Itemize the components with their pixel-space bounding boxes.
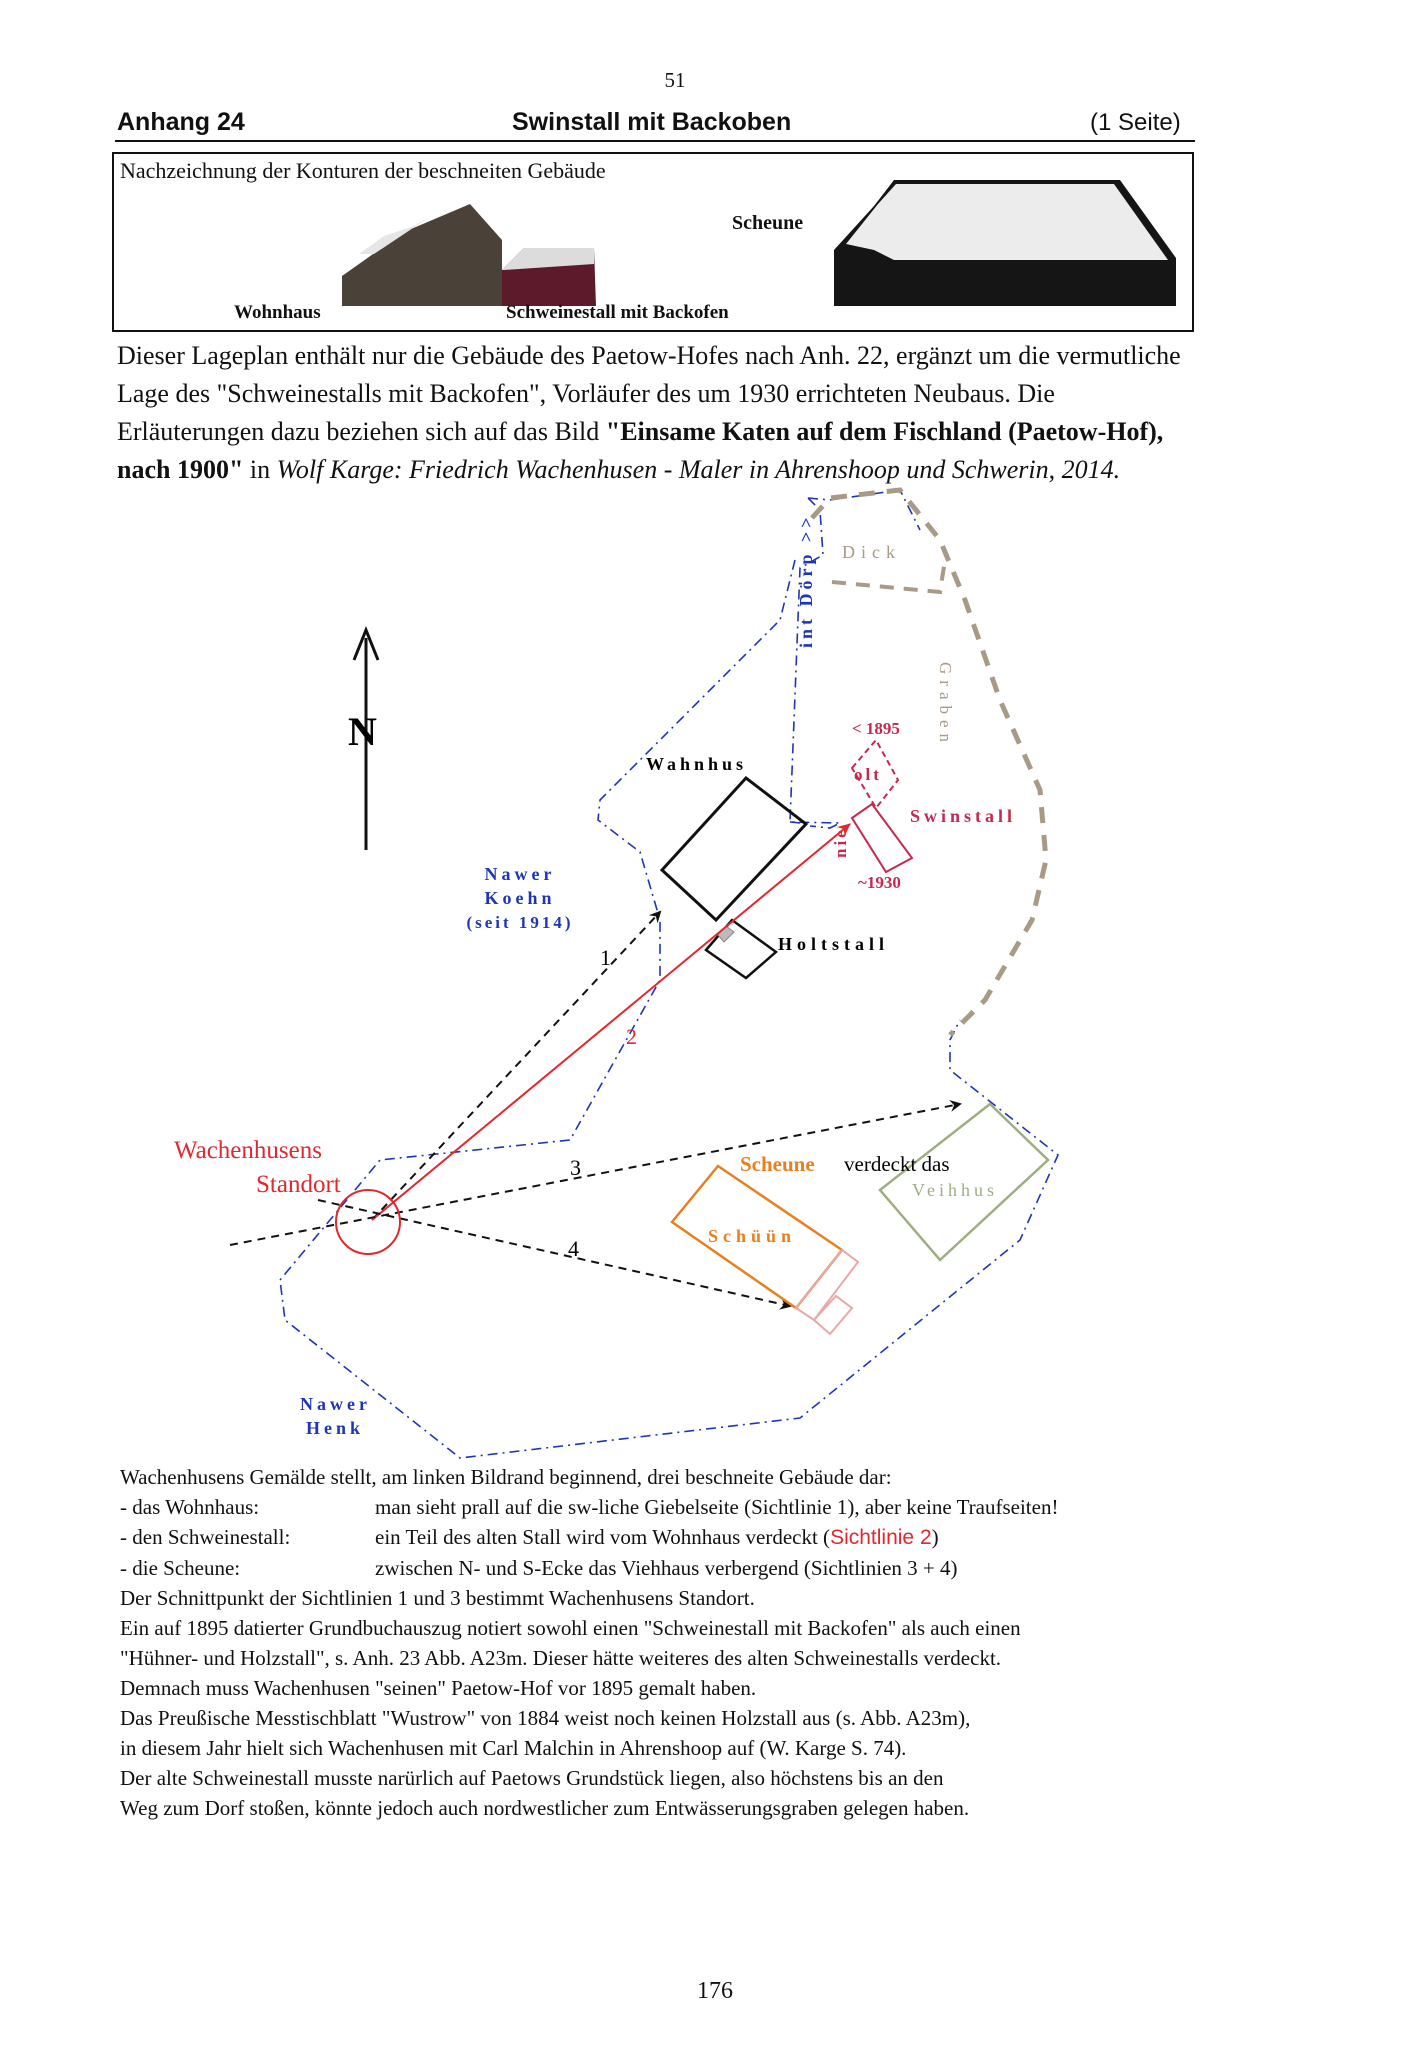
nawer-koehn-3: (seit 1914) [466,913,574,932]
veihhus-label: Veihhus [912,1180,998,1200]
page-number-bottom: 176 [697,1978,733,2004]
notes-line: in diesem Jahr hielt sich Wachenhusen mit Carl Malchin in Ahrenshoop auf (W. Karge S. 74). [120,1736,907,1760]
verdeckt-das-label: verdeckt das [844,1152,950,1176]
int-doerp-label: int Dörp >> [796,513,816,648]
nie-label: nie [831,827,850,858]
label-wohnhaus: Wohnhaus [234,302,321,323]
explanation-notes [120,1462,1230,1823]
notes-line: Demnach muss Wachenhusen "seinen" Paetow-Hof vor 1895 gemalt haben. [120,1676,757,1700]
note-row-wohnhaus: - das Wohnhaus: man sieht prall auf die sw-liche Giebelseite (Sichtlinie 1), aber keine Traufseiten! [120,1495,1059,1519]
notes-line: Weg zum Dorf stoßen, könnte jedoch auch nordwestlicher zum Entwässerungsgraben gelegen haben. [120,1796,970,1820]
notes-line: Das Preußische Messtischblatt "Wustrow" von 1884 weist noch keinen Holzstall aus (s. Abb. A23m), [120,1706,971,1730]
schuuen-annex [796,1250,858,1320]
wahnhus-building [662,778,806,920]
sichtlinie-2-ref: Sichtlinie 2 [830,1526,932,1549]
standort-label: Standort [256,1171,341,1198]
page-count: (1 Seite) [1090,109,1181,136]
notes-line: Ein auf 1895 datierter Grundbuchauszug notiert sowohl einen "Schweinestall mit Backofen" als auch einen [120,1616,1021,1640]
north-label: N [348,709,377,754]
notes-intro: Wachenhusens Gemälde stellt, am linken Bildrand beginnend, drei beschneite Gebäude dar: [120,1465,892,1489]
painting-title: "Einsame Katen auf dem Fischland (Paetow-Hof), nach 1900" [117,417,1164,484]
holtstall-building [706,920,776,978]
sightline-2-label: 2 [626,1024,637,1049]
page-number-top: 51 [664,68,686,92]
wachenhusens-label: Wachenhusens [174,1137,322,1164]
year-1930: ~1930 [858,873,901,892]
page-title: Swinstall mit Backoben [512,108,792,136]
nawer-koehn-1: Nawer [484,864,556,884]
scheune-verdeckt-label: Scheune [740,1152,815,1176]
label-scheune: Scheune [732,212,804,234]
intro-text-2: in [243,455,277,484]
sightline-3-label: 3 [570,1155,581,1180]
year-1895: < 1895 [852,719,900,738]
nawer-henk-2: Henk [306,1418,365,1438]
sightline-4-label: 4 [568,1236,579,1261]
appendix-label: Anhang 24 [117,108,245,136]
notes-line: Der Schnittpunkt der Sichtlinien 1 und 3 bestimmt Wachenhusens Standort. [120,1586,755,1610]
label-schweinestall: Schweinestall mit Backofen [506,302,729,323]
notes-line: Der alte Schweinestall musste narürlich auf Paetows Grundstück liegen, also höchstens bis an den [120,1766,944,1790]
dick-label: Dick [842,542,901,562]
intro-text-1: Dieser Lageplan enthält nur die Gebäude des Paetow-Hofes nach Anh. 22, ergänzt um die vermutliche Lage des "Schweinestalls mit Backofen", Vorläufer des um 1930 errichteten Neubaus. Die Erläuterungen dazu beziehen sich auf das Bild [117,341,1181,446]
swinstall-label: Swinstall [910,806,1017,826]
sightline-1 [372,912,660,1220]
wahnhus-label: Wahnhus [646,754,748,774]
dick-line [832,560,945,592]
holtstall-label: Holtstall [778,934,889,954]
olt-label: olt [854,765,882,784]
nawer-koehn-2: Koehn [484,888,556,908]
swinstall-new [852,804,912,872]
note-row-schweinestall: - den Schweinestall: ein Teil des alten Stall wird vom Wohnhaus verdeckt (Sichtlinie 2) [120,1525,939,1549]
sightline-1-label: 1 [600,945,611,970]
graben-label: Graben [936,662,955,749]
book-reference: Wolf Karge: Friedrich Wachenhusen - Maler in Ahrenshoop und Schwerin, 2014. [276,455,1121,484]
nawer-henk-1: Nawer [300,1394,371,1414]
notes-line: "Hühner- und Holzstall", s. Anh. 23 Abb. A23m. Dieser hätte weiteres des alten Schweinestalls verdeckt. [120,1646,1002,1670]
sketch-caption: Nachzeichnung der Konturen der beschneiten Gebäude [120,158,606,183]
schuuen-label: Schüün [708,1226,797,1246]
sightline-4 [318,1200,790,1306]
note-row-scheune: - die Scheune: zwischen N- und S-Ecke das Viehhaus verbergend (Sichtlinien 3 + 4) [120,1556,958,1580]
